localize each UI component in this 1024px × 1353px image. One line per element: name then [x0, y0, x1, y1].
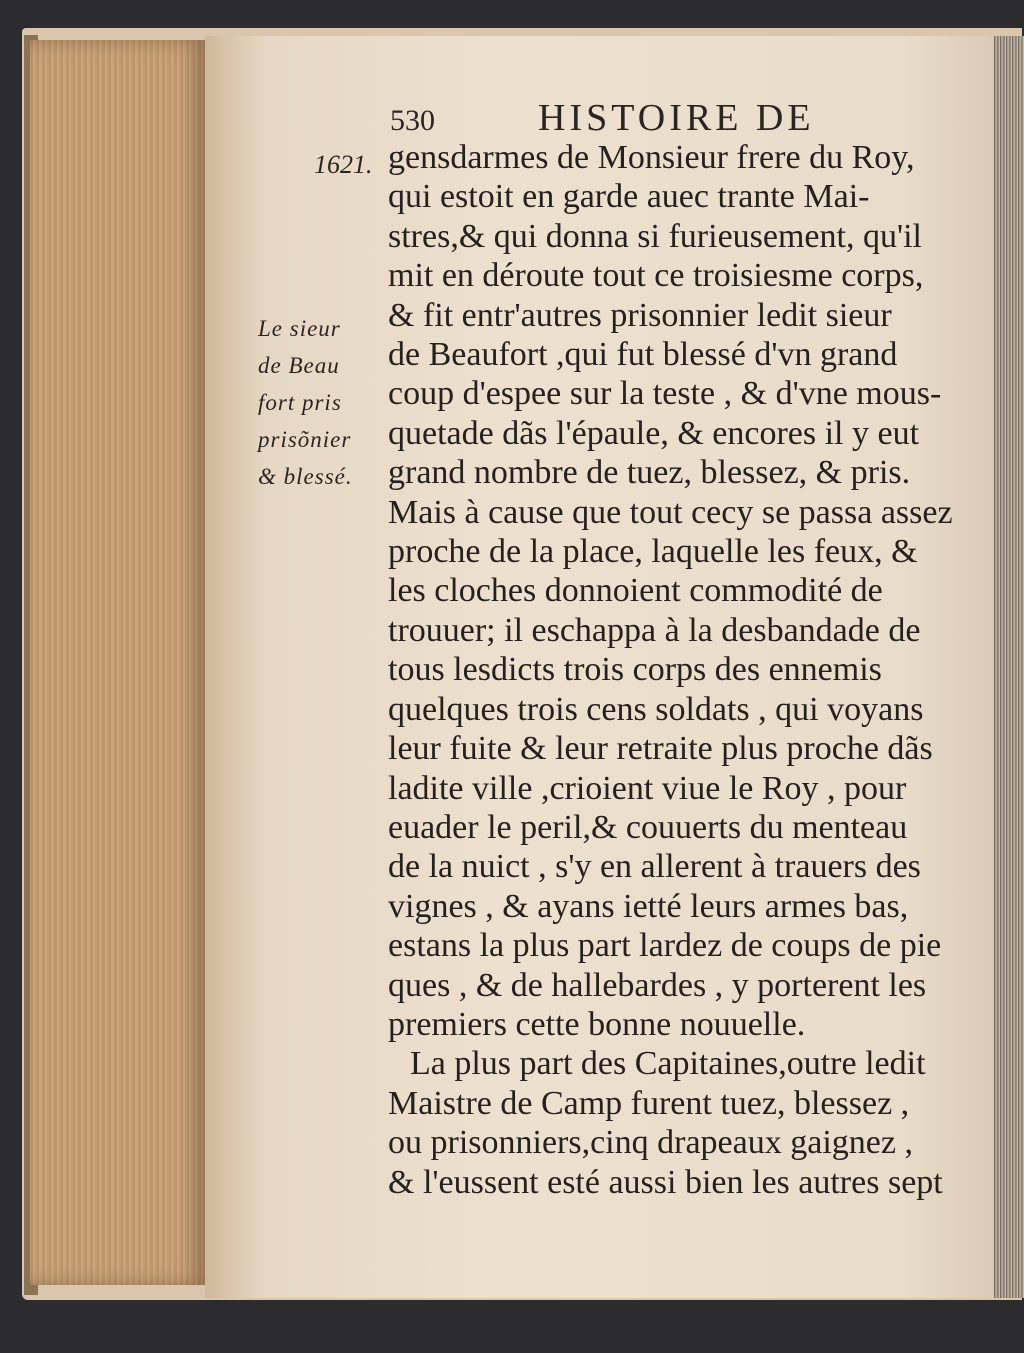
margin-note-line: Le sieur — [258, 316, 341, 341]
text-line: & l'eussent esté aussi bien les autres sept — [388, 1163, 943, 1201]
text-line: Mais à cause que tout cecy se passa assez — [388, 493, 953, 531]
page-number: 530 — [390, 104, 435, 137]
page-edges-left — [30, 40, 205, 1285]
page-edges-right — [994, 36, 1024, 1298]
text-line: vignes , & ayans ietté leurs armes bas, — [388, 887, 909, 925]
text-line: gensdarmes de Monsieur frere du Roy, — [388, 139, 915, 176]
margin-year: 1621. — [314, 150, 373, 179]
text-line: quelques trois cens soldats , qui voyans — [388, 690, 924, 728]
text-line: quetade dãs l'épaule, & encores il y eut — [388, 414, 920, 452]
text-line: stres,& qui donna si furieusement, qu'il — [388, 217, 922, 255]
text-line: de la nuict , s'y en allerent à trauers des — [388, 848, 921, 886]
text-line: premiers cette bonne nouuelle. — [388, 1005, 806, 1043]
text-line: qui estoit en garde auec trante Mai- — [388, 178, 870, 216]
text-line: & fit entr'autres prisonnier ledit sieur — [388, 296, 892, 334]
margin-note-line: de Beau — [258, 353, 340, 378]
text-line: coup d'espee sur la teste , & d'vne mous- — [388, 375, 942, 413]
running-head — [390, 96, 890, 139]
text-line: mit en déroute tout ce troisiesme corps, — [388, 257, 924, 295]
text-line: ladite ville ,crioient viue le Roy , pour — [388, 769, 907, 807]
running-title: HISTOIRE DE — [538, 97, 815, 139]
margin-note — [258, 310, 383, 495]
margin-note-line: & blessé. — [258, 464, 353, 489]
text-line: tous lesdicts trois corps des ennemis — [388, 651, 882, 689]
margin-note-line: prisõnier — [258, 427, 352, 452]
text-line: La plus part des Capitaines,outre ledit — [410, 1045, 926, 1083]
text-line: grand nombre de tuez, blessez, & pris. — [388, 454, 911, 492]
text-line: leur fuite & leur retraite plus proche dãs — [388, 730, 933, 768]
text-line: ou prisonniers,cinq drapeaux gaignez , — [388, 1124, 913, 1162]
text-line: estans la plus part lardez de coups de pie — [388, 927, 942, 965]
text-line: trouuer; il eschappa à la desbandade de — [388, 611, 921, 649]
text-line: de Beaufort ,qui fut blessé d'vn grand — [388, 336, 898, 374]
body-text — [388, 138, 988, 1202]
text-line: euader le peril,& couuerts du menteau — [388, 808, 908, 846]
margin-note-line: fort pris — [258, 390, 342, 415]
text-line: Maistre de Camp furent tuez, blessez , — [388, 1084, 910, 1122]
text-line: les cloches donnoient commodité de — [388, 572, 883, 610]
text-line: proche de la place, laquelle les feux, & — [388, 533, 918, 571]
text-line: ques , & de hallebardes , y porterent les — [388, 966, 927, 1004]
